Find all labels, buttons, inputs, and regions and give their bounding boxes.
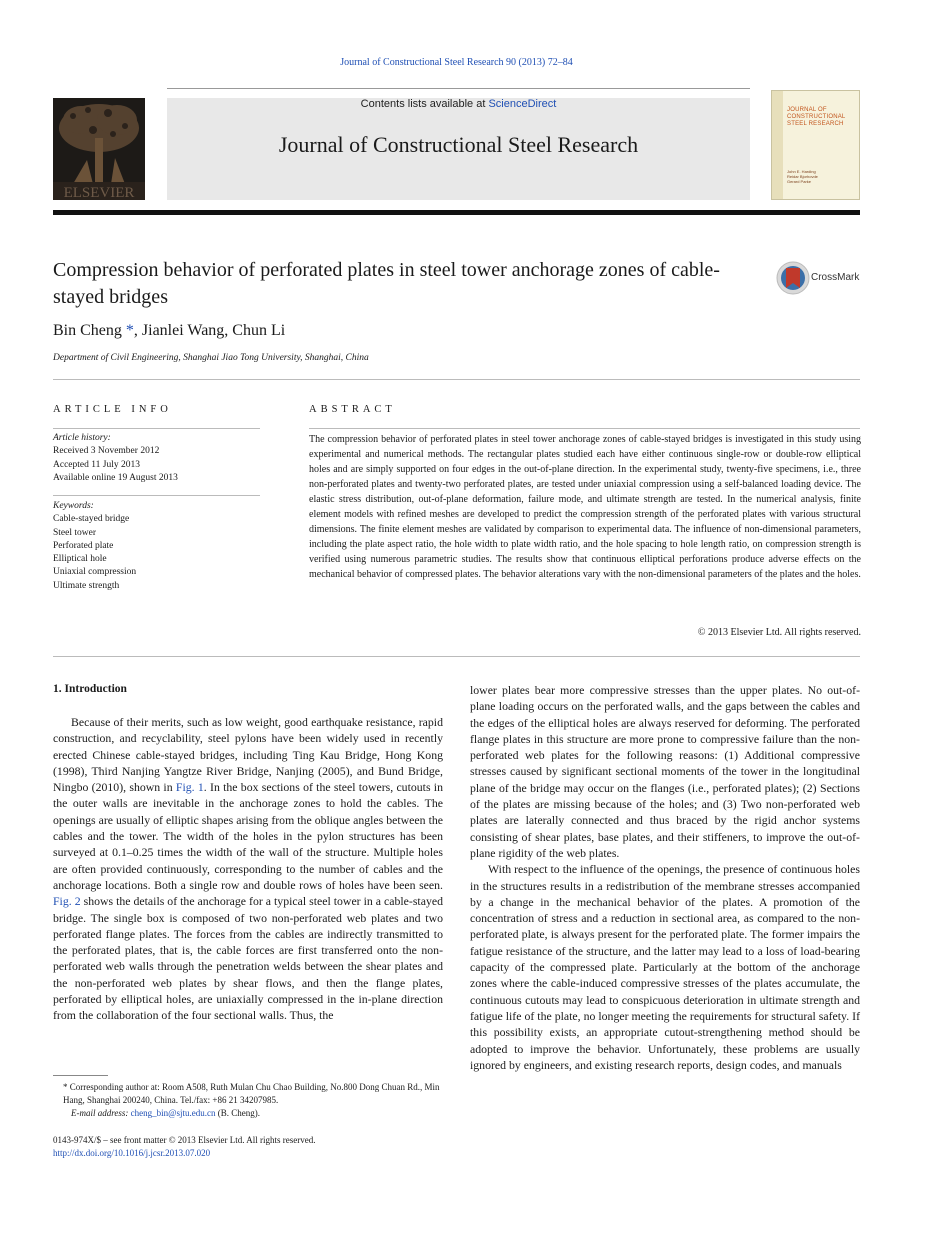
figure-ref-link[interactable]: Fig. 2 [53,894,81,909]
abstract-heading: ABSTRACT [309,404,396,415]
doi-link[interactable]: http://dx.doi.org/10.1016/j.jcsr.2013.07.020 [53,1148,211,1158]
svg-text:ELSEVIER: ELSEVIER [63,185,135,200]
journal-title[interactable]: Journal of Constructional Steel Research [278,132,639,157]
abstract-text: The compression behavior of perforated plates in steel tower anchorage zones of cable-stayed bridges is investigated in this study using experimental and numerical methods. The rectangular plates studied each have either continuous single-row or double-row elliptical holes and are simply supported on four edges in the out-of-plane direction. In the experimental study, twenty-five specimens, i.e., three non-perforated plates and twenty-two perforated plates, are tested under uniaxial compression using a self-balanced loading device. The elastic stress distribution, out-of-plane deformation, failure mode, and ultimate strength are tested. In the numerical analysis, finite element models with refined meshes are developed to predict the compression strength of the perforated plates with various structural dimensions. The finite element meshes are validated by comparison to experimental data. The influence of non-dimensional parameters, including the plate aspect ratio, the hole width to plate width ratio, and the hole spacing to hole length ratio, on compression strength is verified using numerous parametric studies. The results show that continuous elliptical perforations produce adverse effects on the mechanical behavior of compressed plates. The behavior alterations vary with the non-dimensional parameters of the plates and the holes. [309,434,861,580]
copyright: © 2013 Elsevier Ltd. All rights reserved. [697,627,861,638]
keywords: Keywords: Cable-stayed bridge Steel tower Perforated plate Elliptical hole Uniaxial compression Ultimate strength [53,500,260,593]
author-list: Bin Cheng *, Jianlei Wang, Chun Li [53,322,286,339]
email-link[interactable]: cheng_bin@sjtu.edu.cn [130,1108,216,1118]
article-title: Compression behavior of perforated plates in steel tower anchorage zones of cable-stayed bridges [53,259,720,308]
contents-line: Contents lists available at ScienceDirect [360,98,557,110]
header-thick-rule [53,210,860,215]
divider [309,428,860,429]
keyword: Elliptical hole [53,554,107,565]
right-column [470,682,860,1073]
divider [53,495,260,496]
keyword: Perforated plate [53,540,114,551]
footnote-rule [53,1075,108,1076]
issn-line: 0143-974X/$ – see front matter © 2013 Elsevier Ltd. All rights reserved. [53,1135,316,1145]
paragraph: Because of their merits, such as low weight, good earthquake resistance, rapid construction, and recyclability, steel pylons have been widely used in recently erected Chinese cable-stayed bridges, including Ting Kau Bridge, Hong Kong (1998), Third Nanjing Yangtze River Bridge, Nanjing (2005), and Bund Bridge, Ningbo (2010), shown in Fig. 1. In the box sections of the steel towers, cutouts in the outer walls are inevitable in the anchorage zones to hold the cables. The openings are usually of elliptic shapes arising from the oblique angles between the cables and the tower. The width of the holes in the pylon structures has been surveyed at 0.1–0.25 times the width of the wall of the structure. Multiple holes are often provided continuously, corresponding to the number of cables and the anchorage locations. Both a single row and double rows of holes have been seen. Fig. 2 shows the details of the anchorage for a typical steel tower in a cable-stayed bridge. The single box is composed of two non-perforated web plates and two perforated flange plates. The forces from the cables are indirectly transmitted to the perforated plates, that is, the cable forces are first transferred onto the non-perforated web walls through the penetration welds between the shear plates and the non-perforated web plates by shear flows, and then the flange plates, perforated by elliptical holes, are uniaxially compressed in the in-plane direction from the collaboration of the four sectional walls. Thus, the [53,715,443,1023]
cover-editors: John E. Harding Reidar Bjorhovde Gerard Parke [787,169,818,184]
keyword: Uniaxial compression [53,567,137,578]
cover-title: JOURNAL OF CONSTRUCTIONAL STEEL RESEARCH [787,107,846,127]
article-info-heading: ARTICLE INFO [53,404,172,415]
keyword: Ultimate strength [53,580,120,591]
sciencedirect-link[interactable]: ScienceDirect [488,98,557,110]
paragraph: With respect to the influence of the openings, the presence of continuous holes in the structures results in a redistribution of the membrane stresses accompanied by a change in the mechanical behavior of the plates. A promotion of the concentration of stress and a reduction in sectional area, as compared to the non-perforated plate, is always present for the perforated plate. The former impairs the fatigue resistance of the structure, and the latter may lead to a loss of load-bearing capacity of the compressed plate. Particularly at the bottom of the anchorage zones where the cable-induced compressive stresses of the plates accumulate, the continuous cutouts may lead to conspicuous deterioration in ultimate strength and fatigue life of the plate, no longer meeting the requirements for structural safety. If this possibility exists, an appropriate cutout-strengthening method should be adopted to improve the behavior. Unfortunately, these problems are usually ignored by engineers, and existing research reports, design codes, and manuals [470,862,860,1072]
journal-citation[interactable]: Journal of Constructional Steel Research 90 (2013) 72–84 [340,57,573,68]
figure-ref-link[interactable]: Fig. 1 [175,780,204,795]
keyword: Cable-stayed bridge [53,514,130,525]
article-history: Article history: Received 3 November 2012 Accepted 11 July 2013 Available online 19 August 2013 [53,433,178,483]
journal-cover-thumbnail[interactable] [771,90,860,200]
divider [53,656,860,657]
section-heading: 1. Introduction [53,683,127,695]
divider [53,379,860,380]
affiliation: Department of Civil Engineering, Shanghai Jiao Tong University, Shanghai, China [53,353,369,363]
crossmark-label: CrossMark [811,272,860,283]
crossmark-icon [776,261,810,295]
divider [53,428,260,429]
crossmark-button[interactable] [776,261,860,300]
header-rule [167,88,750,89]
corresponding-author-mark[interactable]: * [125,322,134,339]
journal-banner [167,98,750,200]
footnote: * Corresponding author at: Room A508, Ruth Mulan Chu Chao Building, No.800 Dong Chuan Rd., Min Hang, Shanghai 200240, China. Tel./fax: +86 21 34207985. E-mail address: cheng_bin@sjtu.edu.cn (B. Cheng). [63,1082,440,1118]
elsevier-logo [53,98,145,200]
paragraph: lower plates bear more compressive stresses than the upper plates. No out-of-plane loading occurs on the perforated walls, and the gaps between the cables and the edges of the elliptical holes are always reserved for deforming. The perforated flange plates in this structure are more prone to compressive failure than the non-perforated web plates for the following reasons: (1) Additional compressive stresses caused by significant sectional moments of the tower in the longitudinal plane of the bridge may occur on the flanges (i.e., perforated plates); (2) Sections of the plates are missing because of the holes; and (3) Two non-perforated web plates are laterally connected and thus braced by the rigid anchor systems consisting of shear plates, base plates, and their stiffeners, to improve the out-of-plane rigidity of the web plates. [470,683,860,860]
cover-stripe [772,91,783,199]
keyword: Steel tower [53,527,97,538]
left-column [53,714,443,1024]
elsevier-tree-icon [53,98,145,200]
